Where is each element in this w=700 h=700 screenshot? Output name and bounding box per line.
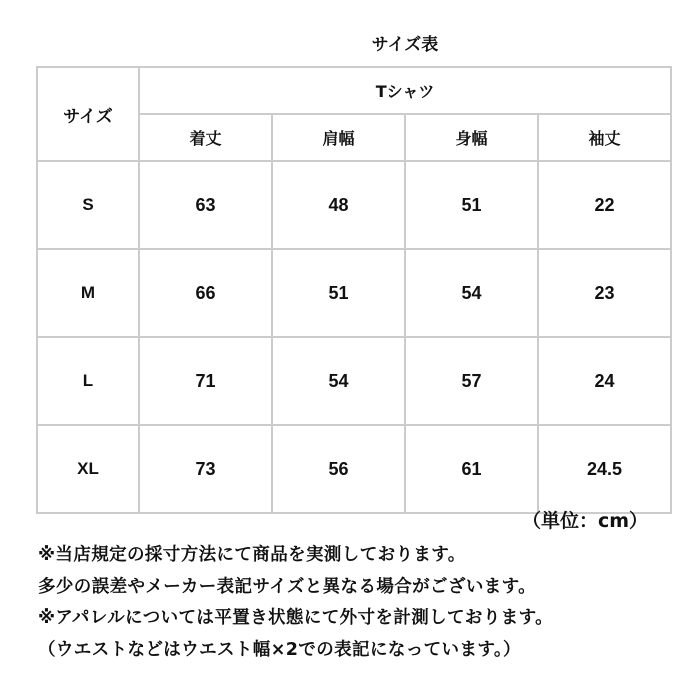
notes [38,540,698,666]
value-cell: 51 [405,161,538,249]
size-label: L [37,337,139,425]
header-length: 着丈 [139,114,272,161]
value-cell: 54 [272,337,405,425]
size-label: M [37,249,139,337]
value-cell: 66 [139,249,272,337]
value-cell: 24 [538,337,671,425]
table-row [37,161,671,249]
table-row [37,425,671,513]
size-column-header: サイズ [37,67,139,161]
value-cell: 61 [405,425,538,513]
value-cell: 22 [538,161,671,249]
size-label: S [37,161,139,249]
header-sleeve-length: 袖丈 [538,114,671,161]
garment-header: Tシャツ [139,67,671,114]
table-row [37,249,671,337]
table-row [37,337,671,425]
value-cell: 51 [272,249,405,337]
value-cell: 23 [538,249,671,337]
note-discrepancy: 多少の誤差やメーカー表記サイズと異なる場合がございます。 [38,576,537,597]
header-body-width: 身幅 [405,114,538,161]
header-row-1 [37,67,671,114]
size-label: XL [37,425,139,513]
note-waist: （ウエストなどはウエスト幅×2での表記になっています。） [38,639,521,660]
size-table [36,66,672,514]
value-cell: 71 [139,337,272,425]
value-cell: 73 [139,425,272,513]
value-cell: 48 [272,161,405,249]
note-measurement-method: ※当店規定の採寸方法にて商品を実測しております。 [38,545,466,565]
value-cell: 54 [405,249,538,337]
value-cell: 56 [272,425,405,513]
note-apparel-flat: ※アパレルについては平置き状態にて外寸を計測しております。 [38,608,554,628]
value-cell: 63 [139,161,272,249]
page-title: サイズ表 [371,35,439,55]
value-cell: 24.5 [538,425,671,513]
value-cell: 57 [405,337,538,425]
header-shoulder-width: 肩幅 [272,114,405,161]
unit-label: （単位：cm） [521,510,648,532]
